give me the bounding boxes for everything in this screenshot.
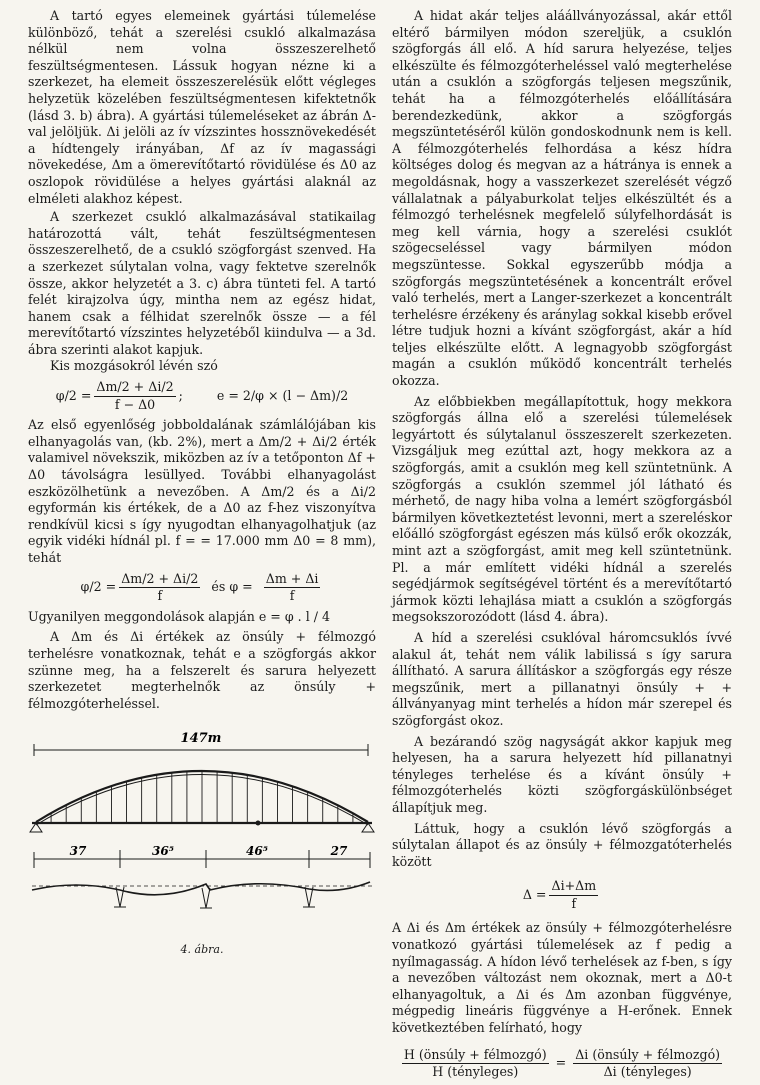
bridge-figure — [28, 722, 376, 956]
support — [362, 823, 374, 832]
fraction — [264, 571, 321, 605]
hangers — [51, 771, 353, 823]
denominator: f — [571, 895, 577, 911]
paragraph: A Δi és Δm értékek az önsúly + félmozgóterhelésre vonatkozó gyártási túlemelések az f pedig a nyílmagasság. A hídon lévő terhelések az f-ben, s így a nevezőben változást nem okoznak, mert a Δ0-t elhanyagoltuk, a Δi és Δm azonban függvénye, mégpedig lineáris függvénye a H-erőnek. Ennek következtében felírható, hogy — [392, 920, 732, 1036]
paragraph: Kis mozgásokról lévén szó — [50, 358, 218, 374]
denominator: f — [289, 588, 295, 604]
formula-ratio — [392, 1047, 732, 1081]
numerator: Δm/2 + Δi/2 — [94, 379, 175, 397]
left-column — [28, 8, 376, 956]
numerator: Δi (önsúly + félmozgó) — [573, 1047, 722, 1065]
subspan-label: 37 — [69, 844, 87, 859]
subspan-label: 36⁵ — [152, 844, 174, 859]
subspan-label: 46⁵ — [246, 844, 268, 859]
formula-phi-e — [28, 379, 376, 413]
formula-conjunction: és φ = — [211, 579, 253, 595]
trestle — [200, 888, 212, 908]
right-column — [392, 8, 732, 1085]
paragraph: A szerkezet csukló alkalmazásával statikailag határozottá vált, tehát feszültségmentesen összeszerelhető, de a csukló szögforgást szenved. Ha a szerkezet súlytalan volna, vagy fektetve szerelnők össze, akkor helyzetét a 3. c) ábra tünteti fel. A tartó felét kirajzolva úgy, mintha nem az egész hidat, hanem csak a félhidat szerelnők össze — a fél merevítőtartó vízszintes helyzetéből kiindulva — a 3d. ábra szerinti alakot kapjuk. — [28, 209, 376, 357]
paragraph: A hidat akár teljes aláállványozással, akár ettől eltérő bármilyen módon szereljük, a csuklón szögforgás áll elő. A híd sarura helyezése, teljes elkészülte és félmozgóterheléssel való megterhelése után a csuklón a szögforgás teljesen megszűnik, tehát ha a félmozgóterhelés előállítására berendezkedünk, akkor a szögforgás megszüntetéséről külön gondoskodnunk nem is kell. A félmozgóterhelés felhordása a kész hídra költséges dolog és megvan az a hátránya is ennek a megoldásnak, hogy a vasszerkezet szerelését végző vállalatnak a pályaburkolat teljes elkészültét és a félmozgó terhelésnek megfelelő súlyfelhordását is meg kell várnia, hogy a szerelési csuklót szögecseléssel vagy bármilyen módon megszüntesse. Sokkal egyszerűbb módja a szögforgás megszüntetésének a koncentrált erővel való terhelés, mert a Langer-szerkezet a koncentrált terhelésre érzékeny és aránylag sokkal kisebb erővel létre tudjuk hozni a kívánt szögforgást, akár a híd teljes elkészülte előtt. A legnagyobb szögforgást magán a csuklón működő koncentrált terhelés okozza. — [392, 8, 732, 389]
formula-lhs: φ/2 = — [55, 387, 92, 403]
formula-lhs: φ/2 = — [80, 579, 117, 595]
total-span-label: 147m — [180, 731, 222, 747]
paragraph: A bezárandó szög nagyságát akkor kapjuk meg helyesen, ha a sarura helyezett híd pillanatnyi tényleges terhelése és a kívánt önsúly + félmozgóterhelés közti szögforgáskülönbséget állapítjuk meg. — [392, 733, 732, 815]
paragraph: Láttuk, hogy a csuklón lévő szögforgás a súlytalan állapot és az önsúly + félmozgatóterhelés között — [392, 820, 732, 869]
formula-lhs: Δ = — [522, 887, 547, 903]
fraction — [573, 1047, 722, 1081]
paragraph: A Δm és Δi értékek az önsúly + félmozgó terhelésre vonatkoznak, tehát e a szögforgás akkor szünne meg, ha a felszerelt és sarura helyezett szerkezetet megterhelnők az önsúly + félmozgóterheléssel. — [28, 629, 376, 711]
paragraph: A tartó egyes elemeinek gyártási túlemelése különböző, tehát a szerelési csukló alkalmazása nélkül nem volna összeszerelhető feszültségmentesen. Lássuk hogyan nézne ki a szerkezet, ha elemeit összeszerelésük előtt végleges helyzetük közelében feszültségmentesen kifektetnők (lásd 3. b) ábra). A gyártási túlemeléseket az ábrán Δ-val jelöljük. Δi jelöli az ív vízszintes hossznövekedését a hídtengely irányában, Δf az ív magassági növekedése, Δm a ömerevítőtartó rövidülése és Δ0 az oszlopok rövidülése a helyes gyártási alaknál az elméleti alakhoz képest. — [28, 8, 376, 206]
support — [30, 823, 42, 832]
hinge — [256, 821, 261, 826]
deflection-curve — [32, 882, 370, 895]
denominator: f − Δ0 — [114, 396, 156, 412]
formula-separator: ; — [178, 387, 183, 403]
figure-caption: 4. ábra. — [180, 942, 224, 956]
paragraph: Az előbbiekben megállapítottuk, hogy mekkora szögforgás állna elő a szerelési túlemelések legyártott és súlytalanul összeszerelt szerkezeten. Vizsgáljuk meg ezúttal azt, hogy mekkora az a szögforgás, amit a csuklón meg kell szüntetnünk. A szögforgás a csuklón szemmel jól látható és mérhető, de nagy hiba volna a lemért szögforgásból bármilyen következtetést levonni, mert a szereléskor előálló szögforgást egészen más külső erők okozzák, mint azt a szögforgást, amit meg kell szüntetnünk. Pl. a már említett vidéki hídnál a szerelés segédjármok segítségével történt és a merevítőtartó jármok közti lehajlása miatt a csuklón a szögforgás megsokszorozódott (lásd 4. ábra). — [392, 393, 732, 625]
paragraph: Ugyanilyen meggondolások alapján e = φ . l / 4 — [28, 608, 330, 624]
numerator: H (önsúly + félmozgó) — [402, 1047, 549, 1065]
paragraph: A híd a szerelési csuklóval háromcsuklós ívvé alakul át, tehát nem válik labilissá s így sarura állítható. A sarura állításkor a szögforgás egy része megszűnik, mert a pillanatnyi önsúly + + állványanyag mint terhelés a hídon már szerepel és szögforgást okoz. — [392, 629, 732, 728]
paragraph: Az első egyenlőség jobboldalának számlálójában kis elhanyagolás van, (kb. 2%), mert a Δm/2 + Δi/2 érték valamivel növekszik, miközben az ív a tetőponton Δf + Δ0 távolságra lesüllyed. További elhanyagolást eszközölhetünk a nevezőben. A Δm/2 és a Δi/2 egyformán kis értékek, de a Δ0 az f-hez viszonyítva rendkívül kicsi s így nyugodtan elhanyagolhatjuk (az egyik vidéki hídnál pl. f = = 17.000 mm Δ0 = 8 mm), tehát — [28, 417, 376, 565]
numerator: Δi+Δm — [549, 878, 598, 896]
bridge-diagram — [28, 722, 376, 937]
fraction — [549, 878, 598, 912]
numerator: Δm + Δi — [264, 571, 321, 589]
fraction — [402, 1047, 549, 1081]
formula-rhs: e = 2/φ × (l − Δm)/2 — [216, 387, 349, 403]
equals-sign: = — [555, 1055, 567, 1071]
formula-delta — [392, 878, 732, 912]
denominator: H (tényleges) — [432, 1064, 519, 1080]
subspan-label: 27 — [330, 844, 348, 859]
numerator: Δm/2 + Δi/2 — [119, 571, 200, 589]
formula-phi-simplified — [28, 571, 376, 605]
denominator: Δi (tényleges) — [603, 1064, 692, 1080]
denominator: f — [157, 588, 163, 604]
fraction — [94, 379, 175, 413]
fraction — [119, 571, 200, 605]
